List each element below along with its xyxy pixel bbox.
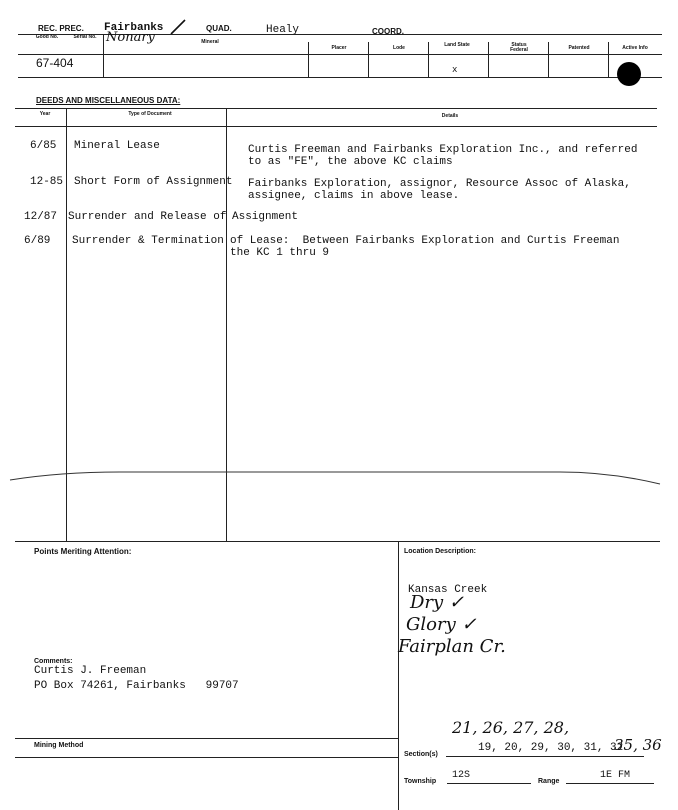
location-handwriting-2: Glory ✓ bbox=[406, 614, 477, 635]
quad-label: QUAD. bbox=[206, 24, 232, 33]
scan-fold-line bbox=[0, 460, 678, 500]
sections-handwriting-end: 35, 36 bbox=[614, 736, 662, 754]
active-info-header: Active Info bbox=[622, 45, 648, 51]
placer-header: Placer bbox=[331, 45, 347, 51]
sections-handwriting-top: 21, 26, 27, 28, bbox=[452, 718, 570, 737]
deed-row-3-type: Surrender and Release of bbox=[68, 211, 227, 223]
deed-row-3-details-1: Assignment bbox=[232, 211, 299, 223]
deed-row-1-type: Mineral Lease bbox=[74, 140, 160, 152]
active-info-dot bbox=[617, 62, 641, 86]
deed-row-4-year: 6/89 bbox=[24, 235, 51, 247]
points-meriting-attention-label: Points Meriting Attention: bbox=[34, 547, 132, 556]
rec-prec-value: Fairbanks bbox=[104, 22, 164, 34]
lode-header: Lode bbox=[393, 45, 405, 51]
comments-line-1: Curtis J. Freeman bbox=[34, 665, 147, 677]
deed-row-3-year: 12/87 bbox=[24, 211, 58, 223]
good-no-header: Good No. bbox=[35, 34, 59, 40]
coord-label: COORD. bbox=[372, 27, 404, 36]
deed-row-2-details-1: Fairbanks Exploration, assignor, Resource Assoc of Alaska, bbox=[248, 178, 631, 190]
comments-line-2: PO Box 74261, Fairbanks 99707 bbox=[34, 680, 239, 692]
rec-prec-label: REC. PREC. bbox=[38, 24, 84, 33]
deed-row-4-details-2: the KC 1 thru 9 bbox=[230, 247, 330, 259]
township-label: Township bbox=[404, 778, 437, 785]
status-federal-header: Status Federal bbox=[510, 42, 528, 53]
mining-method-label: Mining Method bbox=[34, 742, 84, 749]
deeds-section-title: DEEDS AND MISCELLANEOUS DATA: bbox=[36, 96, 181, 105]
location-typed: Kansas Creek bbox=[408, 584, 488, 596]
col-type-header: Type of Document bbox=[128, 111, 172, 117]
comments-label: Comments: bbox=[34, 658, 73, 665]
deed-row-4-details-1: of Lease: Between Fairbanks Exploration and Curtis Freeman bbox=[230, 235, 620, 247]
range-value: 1E FM bbox=[600, 770, 631, 781]
deed-row-1-details-2: to as "FE", the above KC claims bbox=[248, 156, 453, 168]
mineral-header: Mineral bbox=[201, 39, 219, 45]
location-handwriting-3: Fairplan Cr. bbox=[398, 636, 506, 657]
serial-no-header: Serial No. bbox=[73, 34, 97, 40]
sections-label: Section(s) bbox=[404, 751, 438, 758]
location-description-label: Location Description: bbox=[404, 548, 476, 555]
deed-row-4-type: Surrender & Termination bbox=[72, 235, 224, 247]
patented-header: Patented bbox=[568, 45, 590, 51]
land-state-header: Land State bbox=[444, 42, 470, 48]
land-state-mark: x bbox=[452, 65, 458, 75]
sections-typed: 19, 20, 29, 30, 31, 32 bbox=[478, 742, 624, 754]
deed-row-1-year: 6/85 bbox=[30, 140, 57, 152]
deed-row-1-details-1: Curtis Freeman and Fairbanks Exploration Inc., and referred bbox=[248, 144, 638, 156]
location-handwriting-1: Dry ✓ bbox=[410, 592, 465, 613]
col-details-header: Details bbox=[441, 113, 459, 119]
deed-row-2-type: Short Form of Assignment bbox=[74, 176, 233, 188]
range-label: Range bbox=[538, 778, 560, 785]
col-year-header: Year bbox=[39, 111, 51, 117]
deed-row-2-details-2: assignee, claims in above lease. bbox=[248, 190, 460, 202]
quad-value: Healy bbox=[266, 24, 300, 36]
serial-no-handwriting: Nonary bbox=[106, 30, 155, 45]
township-value: 12S bbox=[452, 770, 471, 781]
good-no-value: 67-404 bbox=[36, 56, 74, 70]
deed-row-2-year: 12-85 bbox=[30, 176, 64, 188]
